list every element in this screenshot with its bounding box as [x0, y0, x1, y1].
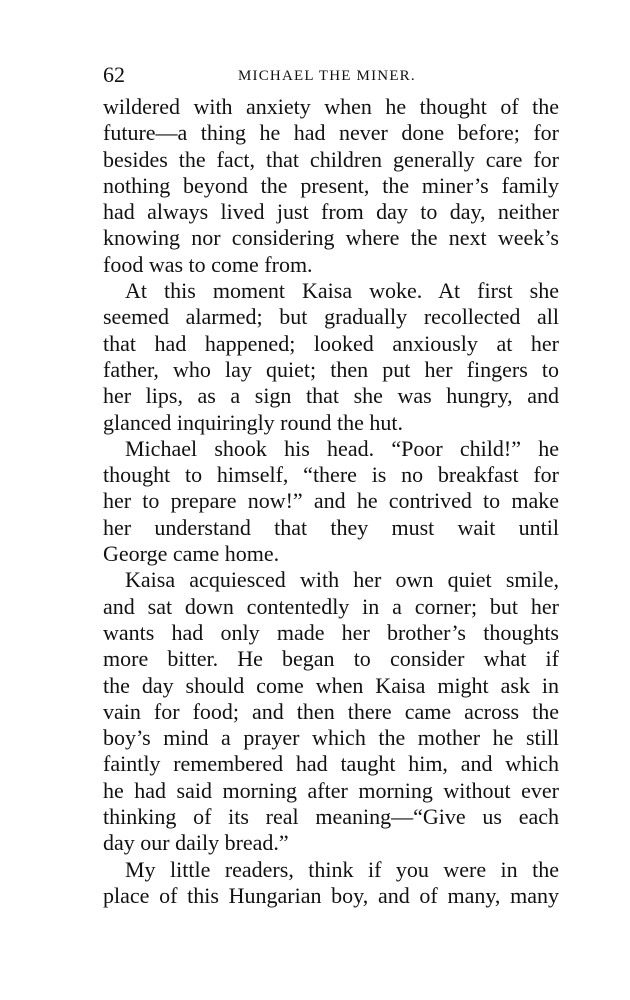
- text-line: the day should come when Kaisa might ask in: [103, 672, 559, 698]
- text-line: thought to himself, “there is no breakfast for: [103, 462, 559, 488]
- text-line: besides the fact, that children generally care for: [103, 146, 559, 172]
- text-line: future—a thing he had never done before; for: [103, 120, 559, 146]
- text-line: My little readers, think if you were in the: [125, 856, 559, 882]
- text-line: her to prepare now!” and he contrived to make: [103, 488, 559, 514]
- running-head: MICHAEL THE MINER.: [238, 68, 416, 84]
- text-line: boy’s mind a prayer which the mother he still: [103, 725, 559, 751]
- text-line: food was to come from.: [103, 251, 313, 277]
- text-line: wants had only made her brother’s thoughts: [103, 619, 559, 645]
- text-line: father, who lay quiet; then put her fingers to: [103, 356, 559, 382]
- text-line: he had said morning after morning without ever: [103, 777, 559, 803]
- text-line: had always lived just from day to day, neither: [103, 199, 559, 225]
- page-header: [103, 62, 559, 88]
- text-line: knowing nor considering where the next week’s: [103, 225, 559, 251]
- text-line: seemed alarmed; but gradually recollected all: [103, 304, 559, 330]
- text-line: George came home.: [103, 541, 280, 567]
- text-line: Michael shook his head. “Poor child!” he: [125, 435, 559, 461]
- text-line: and sat down contentedly in a corner; but her: [103, 593, 559, 619]
- text-line: Kaisa acquiesced with her own quiet smile,: [125, 567, 559, 593]
- text-line: vain for food; and then there came across the: [103, 698, 559, 724]
- text-line: more bitter. He began to consider what if: [103, 646, 559, 672]
- body-text: [103, 94, 559, 909]
- text-line: that had happened; looked anxiously at her: [103, 330, 559, 356]
- text-line: At this moment Kaisa woke. At first she: [125, 278, 559, 304]
- text-line: nothing beyond the present, the miner’s family: [103, 172, 559, 198]
- text-line: her understand that they must wait until: [103, 514, 559, 540]
- text-line: glanced inquiringly round the hut.: [103, 409, 403, 435]
- text-line: day our daily bread.”: [103, 830, 289, 856]
- text-line: wildered with anxiety when he thought of the: [103, 94, 559, 119]
- text-line: place of this Hungarian boy, and of many, many: [103, 882, 559, 908]
- text-line: faintly remembered had taught him, and which: [103, 751, 559, 777]
- text-line: her lips, as a sign that she was hungry, and: [103, 383, 559, 409]
- text-line: thinking of its real meaning—“Give us each: [103, 804, 559, 830]
- page-number: 62: [103, 62, 125, 87]
